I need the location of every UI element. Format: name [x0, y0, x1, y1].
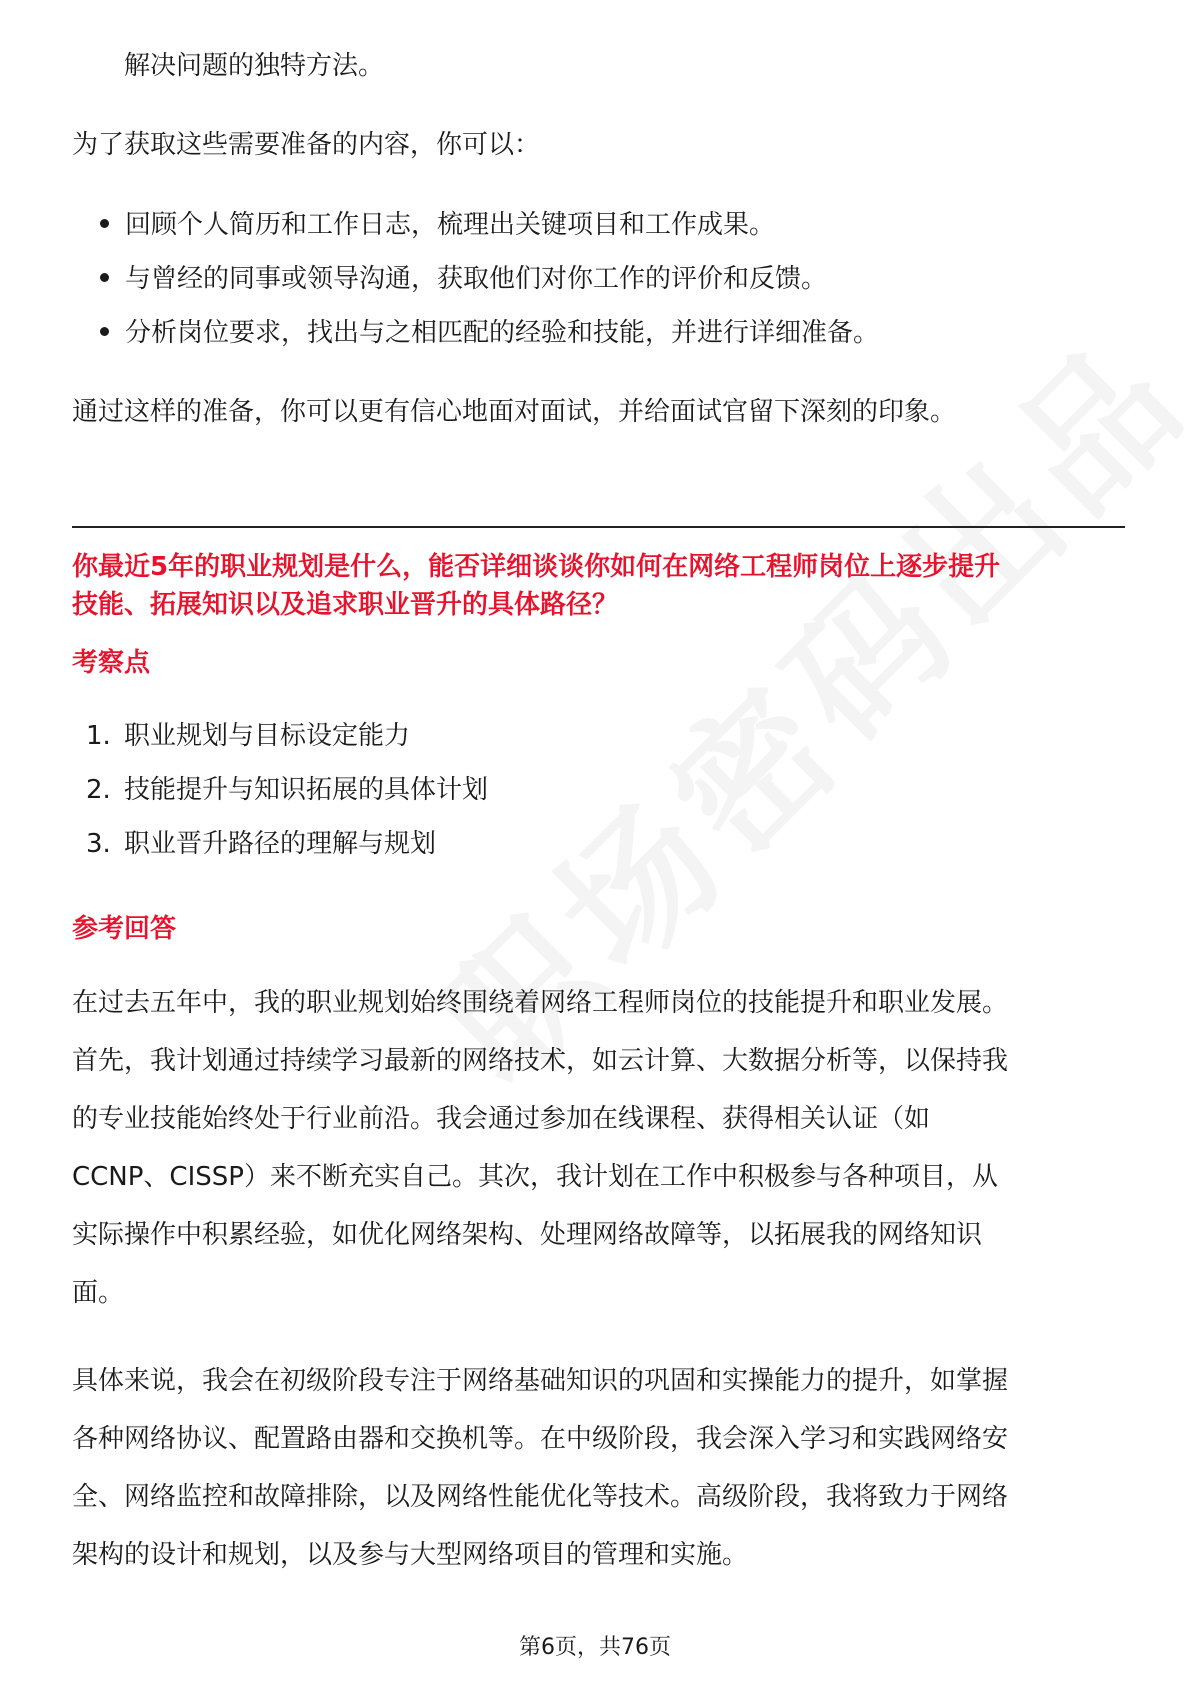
bullet-icon	[100, 273, 109, 282]
page-number: 第6页，共76页	[519, 1635, 671, 1660]
intro-tail: 解决问题的独特方法。	[124, 51, 385, 81]
question-line: 你最近5年的职业规划是什么，能否详细谈谈你如何在网络工程师岗位上逐步提升	[72, 552, 1001, 582]
paragraph-line: 架构的设计和规划，以及参与大型网络项目的管理和实施。	[72, 1540, 749, 1570]
list-item	[100, 250, 827, 308]
focus-item-text: 技能提升与知识拓展的具体计划	[124, 775, 489, 805]
section-divider	[72, 526, 1125, 528]
focus-item-number: 1.	[86, 721, 111, 751]
paragraph-line: 面。	[72, 1278, 125, 1308]
focus-item	[86, 707, 410, 765]
question-line: 技能、拓展知识以及追求职业晋升的具体路径？	[72, 590, 619, 620]
bullet-icon	[100, 219, 109, 228]
focus-item-number: 2.	[86, 775, 111, 805]
prep-lead: 为了获取这些需要准备的内容，你可以：	[72, 130, 541, 160]
paragraph-line: 首先，我计划通过持续学习最新的网络技术，如云计算、大数据分析等，以保持我	[72, 1046, 1009, 1076]
prep-conclusion: 通过这样的准备，你可以更有信心地面对面试，并给面试官留下深刻的印象。	[72, 397, 957, 427]
list-item-text: 与曾经的同事或领导沟通，获取他们对你工作的评价和反馈。	[125, 264, 828, 294]
focus-item-number: 3.	[86, 829, 111, 859]
focus-heading: 考察点	[72, 648, 151, 678]
answer-paragraph-1	[72, 974, 1122, 1322]
answer-paragraph-2	[72, 1352, 1122, 1584]
focus-item-text: 职业晋升路径的理解与规划	[124, 829, 437, 859]
paragraph-line: 在过去五年中，我的职业规划始终围绕着网络工程师岗位的技能提升和职业发展。	[72, 988, 1009, 1018]
paragraph-line: 全、网络监控和故障排除，以及网络性能优化等技术。高级阶段，我将致力于网络	[72, 1482, 1009, 1512]
answer-heading: 参考回答	[72, 914, 177, 944]
list-item	[100, 196, 775, 254]
list-item-text: 分析岗位要求，找出与之相匹配的经验和技能，并进行详细准备。	[125, 318, 880, 348]
paragraph-line: CCNP、CISSP）来不断充实自己。其次，我计划在工作中积极参与各种项目，从	[72, 1162, 998, 1192]
focus-item-text: 职业规划与目标设定能力	[124, 721, 411, 751]
list-item	[100, 304, 879, 362]
paragraph-line: 实际操作中积累经验，如优化网络架构、处理网络故障等，以拓展我的网络知识	[72, 1220, 983, 1250]
bullet-icon	[100, 327, 109, 336]
question-heading	[72, 548, 1132, 624]
focus-item	[86, 815, 436, 873]
paragraph-line: 各种网络协议、配置路由器和交换机等。在中级阶段，我会深入学习和实践网络安	[72, 1424, 1009, 1454]
paragraph-line: 具体来说，我会在初级阶段专注于网络基础知识的巩固和实操能力的提升，如掌握	[72, 1366, 1009, 1396]
list-item-text: 回顾个人简历和工作日志，梳理出关键项目和工作成果。	[125, 210, 776, 240]
paragraph-line: 的专业技能始终处于行业前沿。我会通过参加在线课程、获得相关认证（如	[72, 1104, 931, 1134]
focus-item	[86, 761, 488, 819]
